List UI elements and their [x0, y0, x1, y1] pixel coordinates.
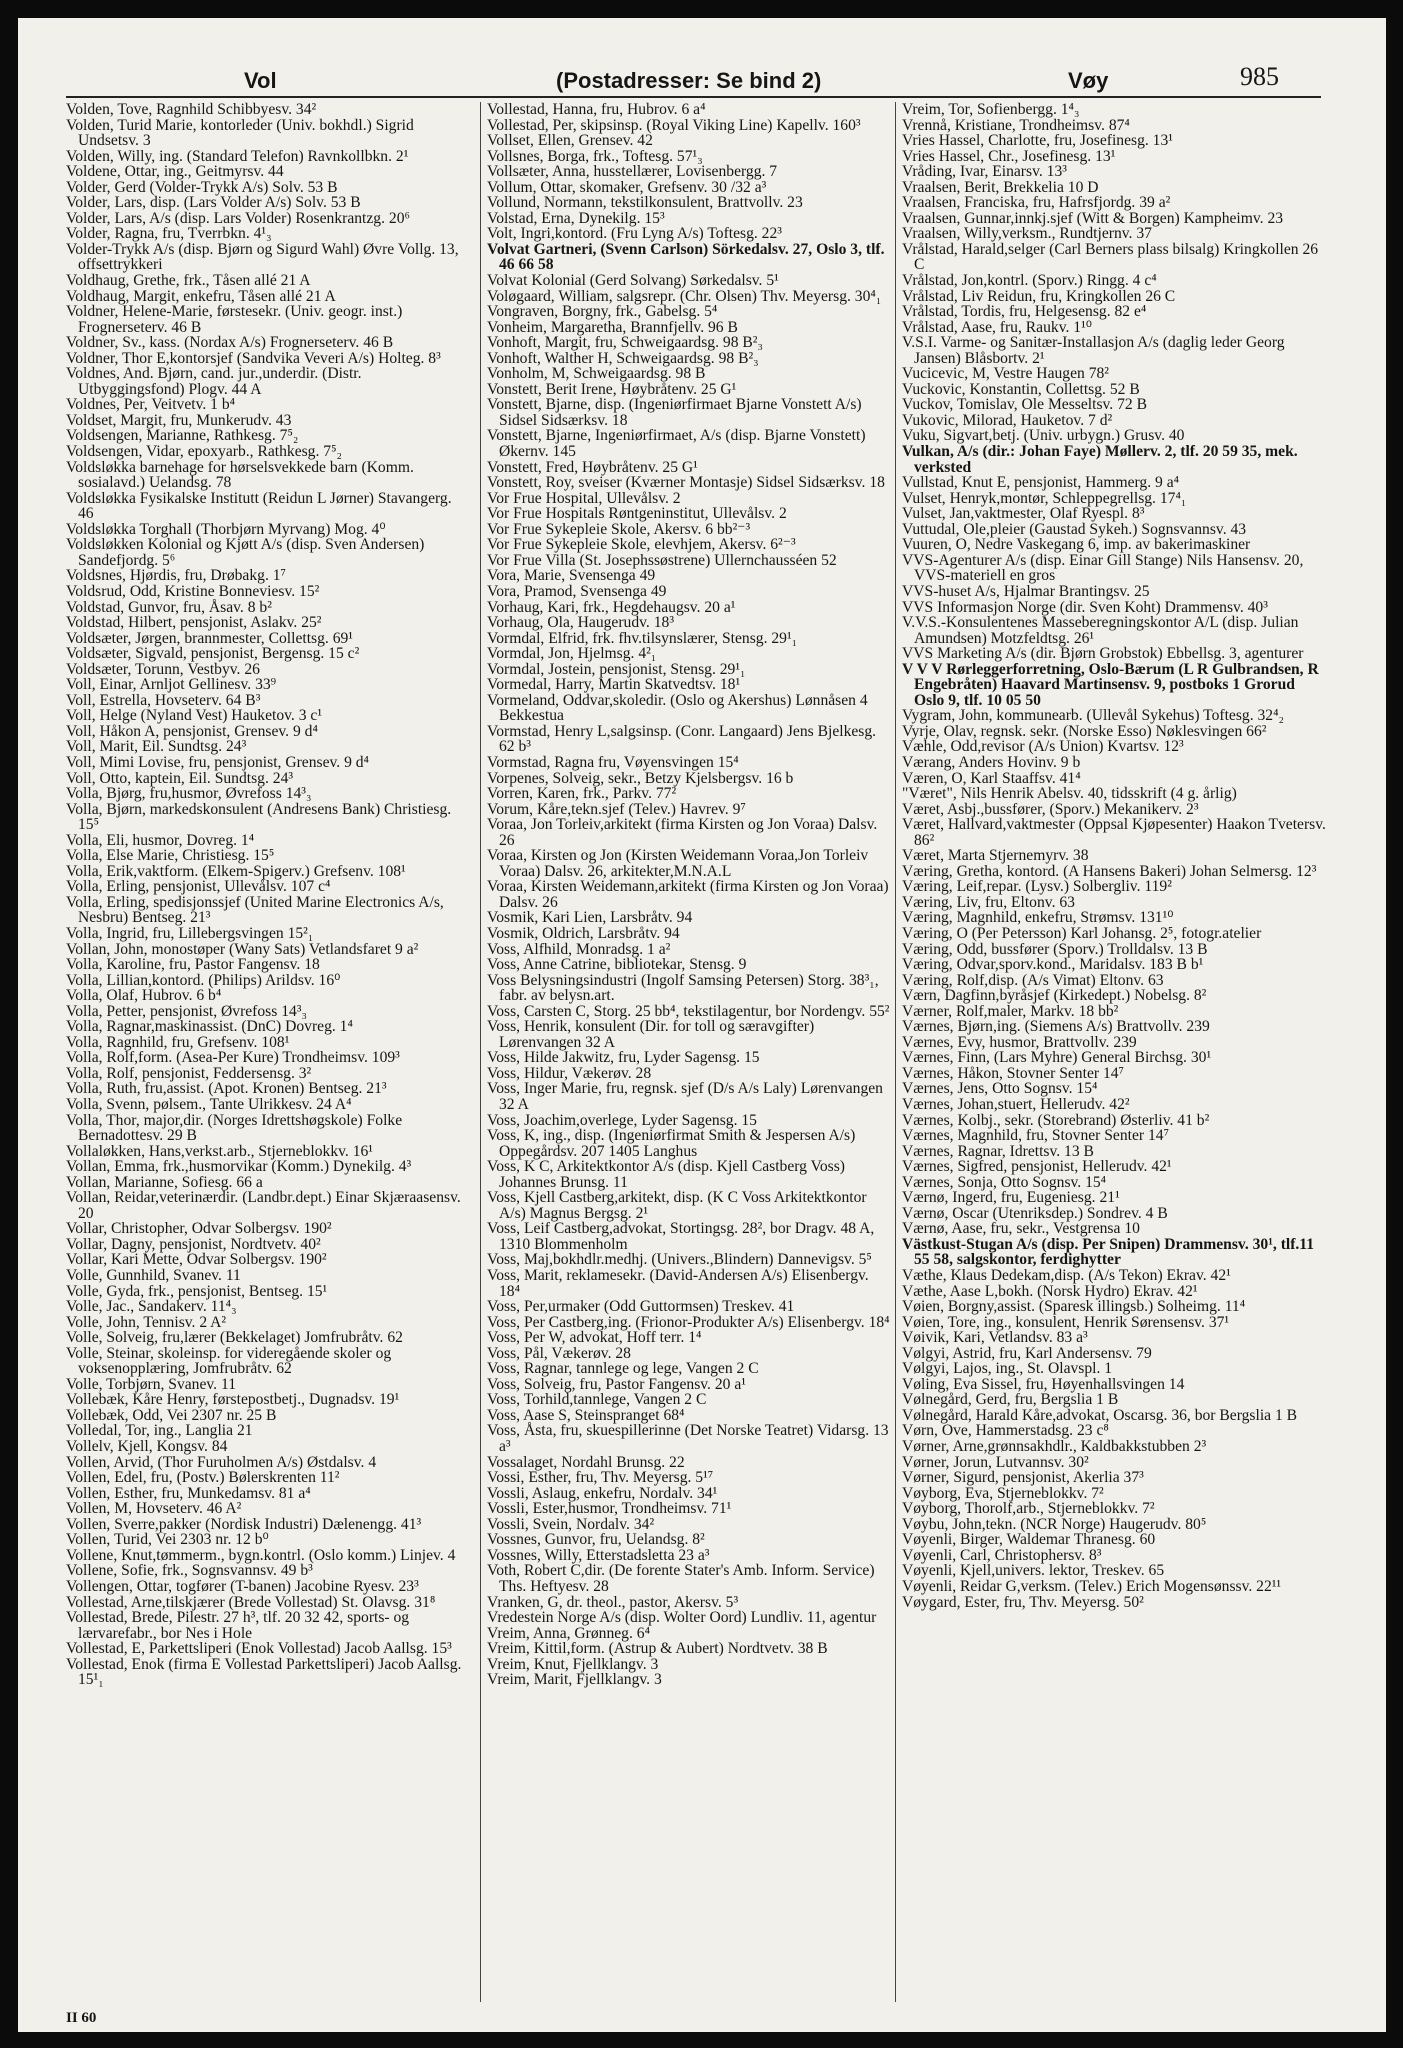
directory-entry: Vyrje, Olav, regnsk. sekr. (Norske Esso) Nøklesvingen 66² [902, 722, 1267, 740]
directory-entry: Vollen, Esther, fru, Munkedamsv. 81 a⁴ [66, 1484, 311, 1502]
directory-entry: Vollar, Christopher, Odvar Solbergsv. 190² [66, 1220, 332, 1238]
column-3 [895, 102, 1326, 2002]
directory-entry: Værnes, Evy, husmor, Brattvollv. 239 [902, 1033, 1137, 1051]
header-left-keyword: Vol [244, 68, 277, 93]
directory-entry: Volvat Gartneri, (Svenn Carlson) Sörkedalsv. 27, Oslo 3, tlf. 46 66 58 [487, 240, 885, 274]
directory-entry: Voldsnes, Hjørdis, fru, Drøbakg. 1⁷ [66, 567, 286, 585]
directory-entry: Volle, John, Tennisv. 2 A² [66, 1313, 227, 1331]
directory-entry: Volla, Rolf,form. (Asea-Per Kure) Trondheimsv. 109³ [66, 1049, 400, 1067]
directory-entry: Vor Frue Sykepleie Skole, elevhjem, Akersv. 6²⁻³ [487, 536, 796, 554]
directory-entry: Volle, Jac., Sandakerv. 11⁴₃ [66, 1298, 237, 1316]
directory-entry: Vreim, Anna, Grønneg. 6⁴ [487, 1624, 651, 1642]
directory-entry: Voss, Aase S, Steinspranget 68⁴ [487, 1406, 685, 1424]
directory-entry: Volla, Ingrid, fru, Lillebergsvingen 15²₁ [66, 924, 314, 942]
directory-entry: Værn, Dagfinn,byråsjef (Kirkedept.) Nobelsg. 8² [902, 987, 1207, 1005]
directory-entry: Vor Frue Villa (St. Josephssøstrene) Ullernchausséen 52 [487, 551, 837, 569]
directory-entry: Vuckov, Tomislav, Ole Messeltsv. 72 B [902, 396, 1147, 414]
directory-entry: Væring, Gretha, kontord. (A Hansens Bakeri) Johan Selmersg. 12³ [902, 862, 1317, 880]
directory-entry: Vollum, Ottar, skomaker, Grefsenv. 30 /32 a³ [487, 178, 767, 196]
directory-entry: Vonstett, Fred, Høybråtenv. 25 G¹ [487, 458, 698, 476]
directory-entry: Vormdal, Jon, Hjelmsg. 4²₁ [487, 645, 657, 663]
directory-entry: Volden, Turid Marie, kontorleder (Univ. bokhdl.) Sigrid Undsetsv. 3 [66, 116, 414, 150]
directory-entry: Volle, Torbjørn, Svanev. 11 [66, 1375, 236, 1393]
directory-entry: Væthe, Aase L,bokh. (Norsk Hydro) Ekrav. 42¹ [902, 1282, 1198, 1300]
directory-entry: Volder-Trykk A/s (disp. Bjørn og Sigurd Wahl) Øvre Vollg. 13, offsettrykkeri [66, 240, 459, 274]
directory-entry: Vollen, Sverre,pakker (Nordisk Industri) Dælenengg. 41³ [66, 1515, 422, 1533]
directory-entry: Vossalaget, Nordahl Brunsg. 22 [487, 1453, 685, 1471]
directory-entry: Vossnes, Gunvor, fru, Uelandsg. 8² [487, 1531, 705, 1549]
directory-entry: Vollebæk, Kåre Henry, førstepostbetj., Dugnadsv. 19¹ [66, 1391, 400, 1409]
directory-entry: Vor Frue Hospital, Ullevålsv. 2 [487, 489, 681, 507]
directory-entry: Voldsengen, Vidar, epoxyarb., Rathkesg. 7⁵₂ [66, 443, 342, 461]
directory-entry: Vor Frue Hospitals Røntgeninstitut, Ullevålsv. 2 [487, 505, 787, 523]
directory-entry: Vorum, Kåre,tekn.sjef (Telev.) Havrev. 9⁷ [487, 800, 746, 818]
directory-entry: Voss, Leif Castberg,advokat, Stortingsg. 28², bor Dragv. 48 A, 1310 Blommenholm [487, 1220, 875, 1253]
directory-entry: Værnes, Finn, (Lars Myhre) General Birchsg. 30¹ [902, 1049, 1212, 1067]
header-center-note: (Postadresser: Se bind 2) [556, 68, 822, 93]
directory-entry: Vrennå, Kristiane, Trondheimsv. 87⁴ [902, 116, 1130, 134]
directory-entry: Væring, Magnhild, enkefru, Strømsv. 131¹⁰ [902, 909, 1174, 927]
directory-entry: Vollund, Normann, tekstilkonsulent, Brattvollv. 23 [487, 194, 803, 212]
directory-entry: Vollestad, Enok (firma E Vollestad Parkettsliperi) Jacob Aallsg. 15¹₁ [66, 1655, 462, 1689]
directory-entry: Vosmik, Oldrich, Larsbråtv. 94 [487, 924, 680, 942]
directory-entry: Væring, O (Per Petersson) Karl Johansg. 2⁵, fotogr.atelier [902, 924, 1262, 942]
directory-entry: Voldsæter, Torunn, Vestbyv. 26 [66, 660, 260, 678]
directory-entry: Væring, Liv, fru, Eltonv. 63 [902, 893, 1075, 911]
directory-entry: Volvat Kolonial (Gerd Solvang) Sørkedalsv. 5¹ [487, 272, 779, 290]
directory-entry: Voldner, Helene-Marie, førstesekr. (Univ. geogr. inst.) Frognerseterv. 46 B [66, 303, 403, 336]
directory-entry: Vølgyi, Lajos, ing., St. Olavspl. 1 [902, 1360, 1113, 1378]
directory-entry: Været, Hallvard,vaktmester (Oppsal Kjøpesenter) Haakon Tvetersv. 86² [902, 816, 1326, 849]
directory-entry: Voss, Torhild,tannlege, Vangen 2 C [487, 1391, 707, 1409]
directory-entry: Vrålstad, Aase, fru, Raukv. 1¹⁰ [902, 318, 1092, 336]
directory-entry: Volla, Eli, husmor, Dovreg. 1⁴ [66, 831, 255, 849]
directory-entry: Værnø, Oscar (Utenriksdep.) Sondrev. 4 B [902, 1204, 1168, 1222]
directory-entry: Vranken, G, dr. theol., pastor, Akersv. 5³ [487, 1593, 739, 1611]
directory-entry: Vollen, Edel, fru, (Postv.) Bølerskrenten 11² [66, 1469, 340, 1487]
directory-entry: VVS-huset A/s, Hjalmar Brantingsv. 25 [902, 582, 1150, 600]
directory-entry: Vollen, Arvid, (Thor Furuholmen A/s) Østdalsv. 4 [66, 1453, 377, 1471]
directory-entry: Vuckovic, Konstantin, Collettsg. 52 B [902, 380, 1140, 398]
directory-entry: Volla, Svenn, pølsem., Tante Ulrikkesv. 24 A⁴ [66, 1096, 352, 1113]
directory-entry: Volder, Ragna, fru, Tverrbkn. 4¹₃ [66, 225, 272, 243]
directory-entry: Voldstad, Hilbert, pensjonist, Aslakv. 25² [66, 614, 322, 632]
directory-entry: Volla, Else Marie, Christiesg. 15⁵ [66, 847, 275, 865]
directory-entry: Volder, Lars, disp. (Lars Volder A/s) Solv. 53 B [66, 194, 361, 212]
directory-entry: Vries Hassel, Charlotte, fru, Josefinesg. 13¹ [902, 132, 1173, 150]
directory-entry: Vraalsen, Franciska, fru, Hafrsfjordg. 39 a² [902, 194, 1171, 212]
directory-entry: Vonstett, Berit Irene, Høybråtenv. 25 G¹ [487, 380, 737, 398]
directory-entry: Vygram, John, kommunearb. (Ullevål Sykehus) Toftesg. 32⁴₂ [902, 707, 1284, 725]
directory-entry: Væring, Odd, bussfører (Sporv.) Trolldalsv. 13 B [902, 940, 1208, 958]
directory-entry: Voss, Hilde Jakwitz, fru, Lyder Sagensg. 15 [487, 1049, 760, 1067]
directory-entry: Vollset, Ellen, Grensev. 42 [487, 132, 653, 150]
directory-entry: Voldsæter, Sigvald, pensjonist, Bergensg. 15 c² [66, 645, 360, 663]
directory-entry: Vøling, Eva Sissel, fru, Høyenhallsvingen 14 [902, 1375, 1185, 1393]
directory-entry: Voll, Estrella, Hovseterv. 64 B³ [66, 691, 261, 709]
directory-entry: Værang, Anders Hovinv. 9 b [902, 753, 1081, 771]
header-right-keyword: Vøy [1068, 68, 1109, 93]
directory-entry: Vorhaug, Ola, Haugerudv. 18³ [487, 614, 674, 632]
directory-entry: Vredestein Norge A/s (disp. Wolter Oord) Lundliv. 11, agentur [487, 1609, 877, 1627]
directory-entry: Vøyenli, Reidar G,verksm. (Telev.) Erich Mogensønssv. 22¹¹ [902, 1577, 1282, 1595]
directory-entry: Vries Hassel, Chr., Josefinesg. 13¹ [902, 147, 1116, 165]
directory-entry: Vrålstad, Harald,selger (Carl Berners plass bilsalg) Kringkollen 26 C [902, 240, 1319, 274]
directory-entry: Vollebæk, Odd, Vei 2307 nr. 25 B [66, 1406, 277, 1424]
directory-entry: Voldstad, Gunvor, fru, Åsav. 8 b² [66, 598, 272, 616]
directory-entry: Voll, Einar, Arnljot Gellinesv. 33⁹ [66, 676, 277, 694]
footer-label: II 60 [66, 2010, 97, 2026]
directory-entry: Volle, Gyda, frk., pensjonist, Bentseg. 15¹ [66, 1282, 328, 1300]
directory-entry: Værnes, Jens, Otto Sognsv. 15⁴ [902, 1080, 1098, 1098]
directory-entry: Volla, Lillian,kontord. (Philips) Arildsv. 16⁰ [66, 971, 341, 989]
directory-entry: Vøyenli, Kjell,univers. lektor, Treskev. 65 [902, 1562, 1165, 1580]
directory-entry: Volstad, Erna, Dynekilg. 15³ [487, 209, 665, 227]
directory-entry: Vollestad, Arne,tilskjærer (Brede Vollestad) St. Olavsg. 31⁸ [66, 1593, 436, 1611]
directory-entry: Voss, Ragnar, tannlege og lege, Vangen 2 C [487, 1360, 759, 1378]
directory-entry: Vor Frue Sykepleie Skole, Akersv. 6 bb²⁻³ [487, 520, 751, 538]
directory-entry: Volle, Gunnhild, Svanev. 11 [66, 1267, 241, 1285]
directory-entry: Vøyborg, Eva, Stjerneblokkv. 7² [902, 1484, 1104, 1502]
directory-entry: Volden, Willy, ing. (Standard Telefon) Ravnkollbkn. 2¹ [66, 147, 409, 165]
directory-entry: Voss, Henrik, konsulent (Dir. for toll og særavgifter) Lørenvangen 32 A [487, 1018, 815, 1051]
directory-entry: Voldene, Ottar, ing., Geitmyrsv. 44 [66, 163, 284, 181]
directory-entry: Vøien, Tore, ing., konsulent, Henrik Sørensensv. 37¹ [902, 1313, 1230, 1331]
directory-entry: Vongraven, Borgny, frk., Gabelsg. 5⁴ [487, 303, 718, 321]
directory-entry: Vormedal, Harry, Martin Skatvedtsv. 18¹ [487, 676, 741, 694]
directory-entry: Vossli, Svein, Nordalv. 34² [487, 1515, 655, 1533]
directory-entry: Volla, Erik,vaktform. (Elkem-Spigerv.) Grefsenv. 108¹ [66, 862, 406, 880]
directory-entry: Vørner, Sigurd, pensjonist, Akerlia 37³ [902, 1469, 1144, 1487]
directory-entry: Voldsløkka Torghall (Thorbjørn Myrvang) Mog. 4⁰ [66, 520, 386, 538]
directory-page [18, 18, 1386, 2032]
directory-entry: Vulset, Henryk,montør, Schleppegrellsg. 17⁴₁ [902, 489, 1187, 507]
page-header [66, 56, 1321, 98]
directory-entry: Vullstad, Knut E, pensjonist, Hammerg. 9 a⁴ [902, 474, 1180, 492]
directory-entry: Vulkan, A/s (dir.: Johan Faye) Møllerv. 2, tlf. 20 59 35, mek. verksted [902, 443, 1298, 476]
directory-entry: Volla, Rolf, pensjonist, Feddersensg. 3² [66, 1064, 312, 1082]
directory-entry: Voss, Pål, Vækerøv. 28 [487, 1344, 631, 1362]
directory-entry: Vølgyi, Astrid, fru, Karl Andersensv. 79 [902, 1344, 1152, 1362]
directory-entry: Vollan, Marianne, Sofiesg. 66 a [66, 1173, 263, 1191]
directory-entry: Vollsnes, Borga, frk., Toftesg. 57¹₃ [487, 147, 703, 165]
directory-entry: Vreim, Knut, Fjellklangv. 3 [487, 1655, 659, 1673]
directory-entry: Voth, Robert C,dir. (De forente Stater's Amb. Inform. Service) Ths. Heftyesv. 28 [487, 1562, 875, 1595]
directory-entry: Vråding, Ivar, Einarsv. 13³ [902, 163, 1067, 181]
directory-entry: Værnes, Sigfred, pensjonist, Hellerudv. 42¹ [902, 1158, 1172, 1176]
directory-entry: Vollan, Emma, frk.,husmorvikar (Komm.) Dynekilg. 4³ [66, 1158, 412, 1176]
directory-entry: Vonstett, Bjarne, disp. (Ingeniørfirmaet Bjarne Vonstett A/s) Sidsel Sidsærksv. 18 [487, 396, 862, 429]
directory-entry: Vrålstad, Jon,kontrl. (Sporv.) Ringg. 4 c⁴ [902, 272, 1157, 290]
directory-entry: VVS Informasjon Norge (dir. Sven Koht) Drammensv. 40³ [902, 598, 1268, 616]
directory-entry: Været, Marta Stjernemyrv. 38 [902, 847, 1089, 865]
directory-entry: Voll, Marit, Eil. Sundtsg. 24³ [66, 738, 247, 756]
directory-entry: Volder, Gerd (Volder-Trykk A/s) Solv. 53 B [66, 178, 338, 196]
directory-entry: Vollan, Reidar,veterinærdir. (Landbr.dept.) Einar Skjæraasensv. 20 [66, 1189, 461, 1222]
directory-entry: Volla, Bjørg, fru,husmor, Øvrefoss 14³₃ [66, 785, 312, 803]
directory-entry: Voss, Inger Marie, fru, regnsk. sjef (D/s A/s Laly) Lørenvangen 32 A [487, 1080, 883, 1113]
directory-entry: Vollaløkken, Hans,verkst.arb., Stjerneblokkv. 16¹ [66, 1142, 373, 1160]
directory-entry: Vreim, Marit, Fjellklangv. 3 [487, 1671, 662, 1689]
directory-entry: Voldsløkka Fysikalske Institutt (Reidun L Jørner) Stavangerg. 46 [66, 489, 452, 523]
directory-entry: Voldsløkken Kolonial og Kjøtt A/s (disp. Sven Andersen) Sandefjordg. 5⁶ [66, 536, 425, 569]
directory-entry: Voss, Åsta, fru, skuespillerinne (Det Norske Teatret) Vidarsg. 13 a³ [487, 1422, 889, 1456]
directory-entry: Vollestad, E, Parkettsliperi (Enok Vollestad) Jacob Aallsg. 15³ [66, 1640, 452, 1658]
directory-entry: Volla, Karoline, fru, Pastor Fangensv. 18 [66, 956, 320, 974]
directory-entry: VVS-Agenturer A/s (disp. Einar Gill Stange) Nils Hansensv. 20, VVS-materiell en gros [902, 551, 1304, 585]
directory-entry: Voss, K C, Arkitektkontor A/s (disp. Kjell Castberg Voss) Johannes Brunsg. 11 [487, 1158, 845, 1191]
directory-entry: Vossnes, Willy, Etterstadsletta 23 a³ [487, 1546, 710, 1564]
column-1 [66, 102, 470, 2002]
directory-entry: Vuku, Sigvart,betj. (Univ. urbygn.) Grusv. 40 [902, 427, 1185, 445]
directory-entry: Værnø, Ingerd, fru, Eugeniesg. 21¹ [902, 1189, 1120, 1207]
directory-entry: Værnø, Aase, fru, sekr., Vestgrensa 10 [902, 1220, 1140, 1238]
directory-entry: Væhle, Odd,revisor (A/s Union) Kvartsv. 12³ [902, 738, 1184, 756]
directory-entry: Vollene, Sofie, frk., Sognsvannsv. 49 b³ [66, 1562, 313, 1580]
directory-entry: Værner, Rolf,maler, Markv. 18 bb² [902, 1002, 1119, 1020]
directory-entry: Voldsengen, Marianne, Rathkesg. 7⁵₂ [66, 427, 299, 445]
directory-entry: Vrålstad, Liv Reidun, fru, Kringkollen 26 C [902, 287, 1176, 305]
directory-entry: Vørn, Ove, Hammerstadsg. 23 c⁸ [902, 1422, 1109, 1440]
directory-entry: Volla, Erling, pensjonist, Ullevålsv. 107 c⁴ [66, 878, 331, 896]
directory-entry: Vraalsen, Gunnar,innkj.sjef (Witt & Borgen) Kampheimv. 23 [902, 209, 1284, 227]
directory-entry: Voss, Marit, reklamesekr. (David-Andersen A/s) Elisenbergv. 18⁴ [487, 1267, 869, 1300]
directory-entry: Voldner, Sv., kass. (Nordax A/s) Frognerseterv. 46 B [66, 334, 394, 352]
directory-entry: Vossi, Esther, fru, Thv. Meyersg. 5¹⁷ [487, 1469, 714, 1487]
directory-entry: Voløgaard, William, salgsrepr. (Chr. Olsen) Thv. Meyersg. 30⁴₁ [487, 287, 882, 305]
directory-entry: Voss, Solveig, fru, Pastor Fangensv. 20 a¹ [487, 1375, 746, 1393]
directory-entry: Voraa, Jon Torleiv,arkitekt (firma Kirsten og Jon Voraa) Dalsv. 26 [487, 816, 878, 849]
directory-entry: Volla, Erling, spedisjonssjef (United Marine Electronics A/s, Nesbru) Bentseg. 21³ [66, 893, 444, 927]
column-2 [480, 102, 891, 2002]
directory-entry: Vucicevic, M, Vestre Haugen 78² [902, 365, 1109, 383]
directory-entry: Vraalsen, Berit, Brekkelia 10 D [902, 178, 1099, 196]
directory-entry: Vrålstad, Tordis, fru, Helgesensg. 82 e⁴ [902, 303, 1147, 321]
directory-entry: Voraa, Kirsten og Jon (Kirsten Weidemann Voraa,Jon Torleiv Voraa) Dalsv. 26, arkitekter,M.N.A.L [487, 847, 869, 880]
directory-entry: Vuuren, O, Nedre Vaskegang 6, imp. av bakerimaskiner [902, 536, 1251, 554]
directory-entry: Vormdal, Jostein, pensjonist, Stensg. 29¹₁ [487, 660, 746, 678]
directory-entry: Vollengen, Ottar, togfører (T-banen) Jacobine Ryesv. 23³ [66, 1577, 419, 1595]
directory-entry: Voss, Per Castberg,ing. (Frionor-Produkter A/s) Elisenbergv. 18⁴ [487, 1313, 890, 1331]
directory-entry: Voss, Joachim,overlege, Lyder Sagensg. 15 [487, 1111, 757, 1129]
directory-entry: V V V Rørleggerforretning, Oslo-Bærum (L R Gulbrandsen, R Engebråten) Haavard Martinsensv. 9, postboks 1 Grorud Oslo 9, tlf. 10 05 50 [902, 660, 1319, 709]
directory-entry: Væring, Leif,repar. (Lysv.) Solbergliv. 119² [902, 878, 1172, 896]
directory-entry: VVS Marketing A/s (dir. Bjørn Grobstok) Ebbellsg. 3, agenturer [902, 645, 1304, 663]
directory-entry: Vollsæter, Anna, husstellærer, Lovisenbergg. 7 [487, 163, 778, 181]
directory-entry: Volla, Bjørn, markedskonsulent (Andresens Bank) Christiesg. 15⁵ [66, 800, 452, 834]
directory-entry: Værnes, Sonja, Otto Sognsv. 15⁴ [902, 1173, 1107, 1191]
directory-entry: Voldnes, And. Bjørn, cand. jur.,underdir. (Distr. Utbyggingsfond) Plogv. 44 A [66, 365, 362, 398]
directory-entry: Vossli, Ester,husmor, Trondheimsv. 71¹ [487, 1500, 732, 1518]
directory-entry: Volla, Ruth, fru,assist. (Apot. Kronen) Bentseg. 21³ [66, 1080, 387, 1098]
directory-entry: Vreim, Kittil,form. (Astrup & Aubert) Nordtvetv. 38 B [487, 1640, 828, 1658]
directory-entry: Vonholm, M, Schweigaardsg. 98 B [487, 365, 706, 383]
directory-entry: Volla, Olaf, Hubrov. 6 b⁴ [66, 987, 222, 1005]
directory-entry: Vøygard, Ester, fru, Thv. Meyersg. 50² [902, 1593, 1144, 1611]
directory-entry: Vollar, Dagny, pensjonist, Nordtvetv. 40² [66, 1235, 321, 1253]
directory-entry: Vonstett, Bjarne, Ingeniørfirmaet, A/s (disp. Bjarne Vonstett) Økernv. 145 [487, 427, 866, 461]
directory-entry: Voll, Håkon A, pensjonist, Grensev. 9 d⁴ [66, 722, 318, 740]
directory-entry: Vosmik, Kari Lien, Larsbråtv. 94 [487, 909, 693, 927]
directory-entry: "Været", Nils Henrik Abelsv. 40, tidsskrift (4 g. årlig) [902, 785, 1237, 803]
directory-entry: Vollestad, Hanna, fru, Hubrov. 6 a⁴ [487, 102, 706, 118]
directory-entry: Voll, Helge (Nyland Vest) Hauketov. 3 c¹ [66, 707, 323, 725]
directory-entry: Voldset, Margit, fru, Munkerudv. 43 [66, 411, 292, 429]
directory-entry: Voldhaug, Grethe, frk., Tåsen allé 21 A [66, 272, 311, 290]
directory-entry: Västkust-Stugan A/s (disp. Per Snipen) Drammensv. 30¹, tlf.11 55 58, salgskontor, ferdighytter [902, 1235, 1315, 1269]
directory-entry: Vøybu, John,tekn. (NCR Norge) Haugerudv. 80⁵ [902, 1515, 1207, 1533]
directory-entry: Vøyenli, Carl, Christophersv. 8³ [902, 1546, 1102, 1564]
directory-entry: Væring, Rolf,disp. (A/s Vimat) Eltonv. 63 [902, 971, 1164, 989]
directory-entry: Været, Asbj.,bussfører, (Sporv.) Mekanikerv. 2³ [902, 800, 1199, 818]
directory-entry: Vollen, M, Hovseterv. 46 A² [66, 1500, 242, 1518]
directory-entry: Voldnes, Per, Veitvetv. 1 b⁴ [66, 396, 236, 414]
directory-entry: Voldsæter, Jørgen, brannmester, Collettsg. 69¹ [66, 629, 353, 647]
directory-entry: Værnes, Håkon, Stovner Senter 14⁷ [902, 1064, 1124, 1082]
page-number: 985 [1240, 62, 1279, 91]
directory-entry: Værnes, Ragnar, Idrettsv. 13 B [902, 1142, 1094, 1160]
directory-entry: Vraalsen, Willy,verksm., Rundtjernv. 37 [902, 225, 1152, 243]
directory-entry: Vossli, Aslaug, enkefru, Nordalv. 34¹ [487, 1484, 718, 1502]
directory-entry: Vorpenes, Solveig, sekr., Betzy Kjelsbergsv. 16 b [487, 769, 794, 787]
directory-entry: Vorren, Karen, frk., Parkv. 77² [487, 785, 677, 803]
directory-entry: Vollan, John, monostøper (Wany Sats) Vetlandsfaret 9 a² [66, 940, 419, 958]
directory-entry: V.S.I. Varme- og Sanitær-Installasjon A/s (daglig leder Georg Jansen) Blåsbortv. 2¹ [902, 334, 1285, 367]
directory-entry: Værnes, Bjørn,ing. (Siemens A/s) Brattvollv. 239 [902, 1018, 1210, 1036]
directory-entry: Værnes, Magnhild, fru, Stovner Senter 14⁷ [902, 1127, 1170, 1145]
directory-entry: Vollestad, Per, skipsinsp. (Royal Viking Line) Kapellv. 160³ [487, 116, 861, 134]
directory-entry: Vulset, Jan,vaktmester, Olaf Ryespl. 8³ [902, 505, 1145, 523]
directory-entry: Vonheim, Margaretha, Brannfjellv. 96 B [487, 318, 738, 336]
directory-entry: Volla, Petter, pensjonist, Øvrefoss 14³₃ [66, 1002, 307, 1020]
directory-entry: Vukovic, Milorad, Hauketov. 7 d² [902, 411, 1113, 429]
directory-entry: Vollene, Knut,tømmerm., bygn.kontrl. (Oslo komm.) Linjev. 4 [66, 1546, 456, 1564]
directory-entry: Vollestad, Brede, Pilestr. 27 h³, tlf. 20 32 42, sports- og lærvarefabr., bor Nes i Hole [66, 1609, 410, 1642]
directory-entry: Vollar, Kari Mette, Odvar Solbergsv. 190² [66, 1251, 327, 1269]
directory-entry: Vonstett, Roy, sveiser (Kværner Montasje) Sidsel Sidsærksv. 18 [487, 474, 885, 492]
directory-entry: Vøyborg, Thorolf,arb., Stjerneblokkv. 7² [902, 1500, 1155, 1518]
directory-entry: Vonhoft, Margit, fru, Schweigaardsg. 98 B²₃ [487, 334, 763, 352]
directory-entry: Vollen, Turid, Vei 2303 nr. 12 b⁰ [66, 1531, 269, 1549]
directory-entry: Voss, K, ing., disp. (Ingeniørfirmat Smith & Jespersen A/s) Oppegårdsv. 207 1405 Langhus [487, 1127, 856, 1160]
directory-entry: Vonhoft, Walther H, Schweigaardsg. 98 B²₃ [487, 349, 759, 367]
directory-entry: Volledal, Tor, ing., Langlia 21 [66, 1422, 253, 1440]
directory-entry: Voraa, Kirsten Weidemann,arkitekt (firma Kirsten og Jon Voraa) Dalsv. 26 [487, 878, 889, 911]
directory-entry: Volder, Lars, A/s (disp. Lars Volder) Rosenkrantzg. 20⁶ [66, 209, 410, 227]
directory-entry: Vølnegård, Harald Kåre,advokat, Oscarsg. 36, bor Bergslia 1 B [902, 1406, 1298, 1424]
directory-entry: Voll, Mimi Lovise, fru, pensjonist, Grensev. 9 d⁴ [66, 753, 369, 771]
directory-entry: Væren, O, Karl Staaffsv. 41⁴ [902, 769, 1081, 787]
directory-entry: Væring, Odvar,sporv.kond., Maridalsv. 183 B b¹ [902, 956, 1204, 974]
directory-entry: Vora, Pramod, Svensenga 49 [487, 582, 667, 600]
directory-entry: Vormstad, Ragna fru, Vøyensvingen 15⁴ [487, 753, 739, 771]
directory-entry: Værnes, Johan,stuert, Hellerudv. 42² [902, 1096, 1130, 1113]
directory-entry: Vørner, Jorun, Lutvannsv. 30² [902, 1453, 1089, 1471]
directory-entry: Voss Belysningsindustri (Ingolf Samsing Petersen) Storg. 38³₁, fabr. av belysn.art. [487, 971, 879, 1005]
directory-entry: Voss, Kjell Castberg,arkitekt, disp. (K C Voss Arkitektkontor A/s) Magnus Bergsg. 2¹ [487, 1189, 867, 1222]
directory-entry: Voss, Carsten C, Storg. 25 bb⁴, tekstilagentur, bor Nordengv. 55² [487, 1002, 890, 1020]
directory-entry: Vollelv, Kjell, Kongsv. 84 [66, 1438, 228, 1456]
directory-entry: Voss, Hildur, Vækerøv. 28 [487, 1064, 652, 1082]
directory-entry: Volle, Solveig, fru,lærer (Bekkelaget) Jomfrubråtv. 62 [66, 1329, 403, 1347]
directory-entry: Vorhaug, Kari, frk., Hegdehaugsv. 20 a¹ [487, 598, 736, 616]
directory-entry: Volla, Ragnhild, fru, Grefsenv. 108¹ [66, 1033, 290, 1051]
directory-entry: Vøivik, Kari, Vetlandsv. 83 a³ [902, 1329, 1088, 1347]
directory-entry: Volla, Thor, major,dir. (Norges Idrettshøgskole) Folke Bernadottesv. 29 B [66, 1111, 403, 1145]
directory-entry: Vreim, Tor, Sofienbergg. 1⁴₃ [902, 102, 1080, 118]
directory-entry: Voldsrud, Odd, Kristine Bonneviesv. 15² [66, 582, 320, 600]
directory-entry: Voss, Anne Catrine, bibliotekar, Stensg. 9 [487, 956, 747, 974]
directory-entry: Volla, Ragnar,maskinassist. (DnC) Dovreg. 1⁴ [66, 1018, 353, 1036]
directory-entry: Vøien, Borgny,assist. (Sparesk illingsb.) Solheimg. 11⁴ [902, 1298, 1246, 1316]
directory-entry: Vuttudal, Ole,pleier (Gaustad Sykeh.) Sognsvannsv. 43 [902, 520, 1247, 538]
directory-entry: Vormdal, Elfrid, frk. fhv.tilsynslærer, Stensg. 29¹₁ [487, 629, 798, 647]
directory-entry: Væthe, Klaus Dedekam,disp. (A/s Tekon) Ekrav. 42¹ [902, 1267, 1231, 1285]
directory-entry: Vøyenli, Birger, Waldemar Thranesg. 60 [902, 1531, 1156, 1549]
directory-entry: Voss, Per,urmaker (Odd Guttormsen) Treskev. 41 [487, 1298, 795, 1316]
directory-entry: Vølnegård, Gerd, fru, Bergslia 1 B [902, 1391, 1119, 1409]
directory-entry: Voldsløkka barnehage for hørselsvekkede barn (Komm. sosialavd.) Uelandsg. 78 [66, 458, 414, 492]
directory-entry: Volt, Ingri,kontord. (Fru Lyng A/s) Toftesg. 22³ [487, 225, 782, 243]
directory-entry: Vormstad, Henry L,salgsinsp. (Conr. Langaard) Jens Bjelkesg. 62 b³ [487, 722, 877, 756]
directory-entry: Vormeland, Oddvar,skoledir. (Oslo og Akershus) Lønnåsen 4 Bekkestua [487, 691, 868, 725]
directory-entry: Voldner, Thor E,kontorsjef (Sandvika Veveri A/s) Holteg. 8³ [66, 349, 441, 367]
directory-entry: Voldhaug, Margit, enkefru, Tåsen allé 21 A [66, 287, 336, 305]
directory-entry: Volden, Tove, Ragnhild Schibbyesv. 34² [66, 102, 317, 118]
directory-entry: Voss, Maj,bokhdlr.medhj. (Univers.,Blindern) Dannevigsv. 5⁵ [487, 1251, 872, 1269]
directory-entry: Volle, Steinar, skoleinsp. for videregående skoler og voksenopplæring, Jomfrubråtv. 62 [66, 1344, 392, 1378]
directory-entry: Vora, Marie, Svensenga 49 [487, 567, 656, 585]
directory-entry: V.V.S.-Konsulentenes Masseberegningskontor A/L (disp. Julian Amundsen) Motzfeldtsg. 26¹ [902, 614, 1299, 647]
directory-entry: Voss, Alfhild, Monradsg. 1 a² [487, 940, 671, 958]
directory-entry: Voss, Per W, advokat, Hoff terr. 1⁴ [487, 1329, 702, 1347]
directory-entry: Værnes, Kolbj., sekr. (Storebrand) Østerliv. 41 b² [902, 1111, 1210, 1129]
directory-entry: Vørner, Arne,grønnsakhdlr., Kaldbakkstubben 2³ [902, 1438, 1207, 1456]
directory-entry: Voll, Otto, kaptein, Eil. Sundtsg. 24³ [66, 769, 294, 787]
